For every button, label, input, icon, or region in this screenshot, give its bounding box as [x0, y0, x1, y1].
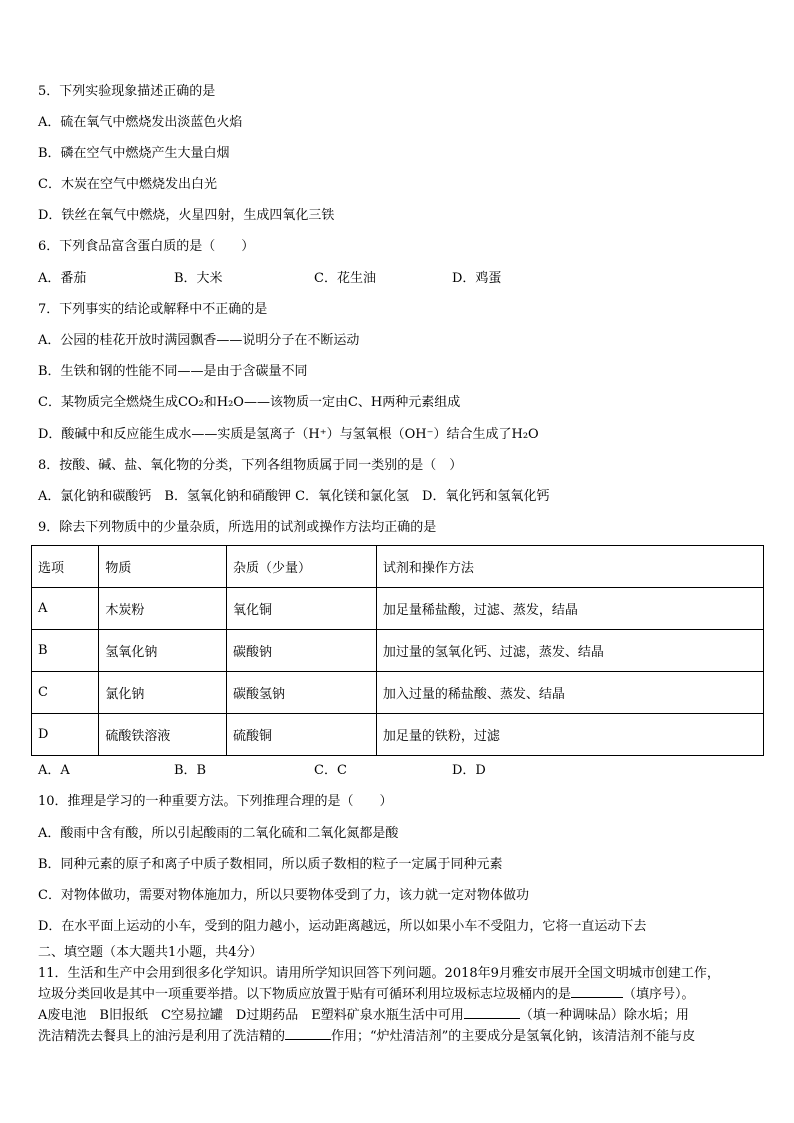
answer-blank[interactable] — [285, 1039, 331, 1040]
q6-option-d: D．鸡蛋 — [452, 271, 502, 286]
q8-options: A．氯化钠和碳酸钙 B．氢氧化钠和硝酸钾 C．氧化镁和氯化氢 D．氧化钙和氢氧化钙 — [38, 489, 550, 504]
table-cell: 加足量的铁粉，过滤 — [376, 714, 763, 756]
q11-text: 作用；“炉灶清洁剂”的主要成分是氢氧化钠，该清洁剂不能与皮 — [331, 1029, 696, 1044]
q7-option-c: C．某物质完全燃烧生成CO₂和H₂O——该物质一定由C、H两种元素组成 — [38, 395, 461, 410]
q6-option-a: A．番茄 — [38, 271, 87, 286]
table-cell: 硫酸铁溶液 — [99, 714, 227, 756]
table-row — [32, 714, 764, 756]
q7-option-a: A．公园的桂花开放时满园飘香——说明分子在不断运动 — [38, 333, 360, 348]
q5-stem: 5．下列实验现象描述正确的是 — [38, 84, 216, 99]
table-cell: 碳酸钠 — [227, 630, 377, 672]
table-cell: 加足量稀盐酸，过滤、蒸发，结晶 — [376, 588, 763, 630]
table-cell: 加入过量的稀盐酸、蒸发、结晶 — [376, 672, 763, 714]
table-cell: A — [32, 588, 99, 630]
table-header-cell: 杂质（少量） — [227, 546, 377, 588]
q5-option-d: D．铁丝在氧气中燃烧，火星四射，生成四氧化三铁 — [38, 208, 335, 223]
table-cell: 氢氧化钠 — [99, 630, 227, 672]
q9-stem: 9．除去下列物质中的少量杂质，所选用的试剂或操作方法均正确的是 — [38, 520, 437, 535]
table-header-row — [32, 546, 764, 588]
q9-table — [31, 545, 764, 756]
table-cell: 氯化钠 — [99, 672, 227, 714]
table-header-cell: 试剂和操作方法 — [376, 546, 763, 588]
q8-stem: 8．按酸、碱、盐、氧化物的分类，下列各组物质属于同一类别的是（ ） — [38, 458, 463, 473]
q11-line-3 — [38, 1008, 689, 1024]
q11-text: 垃圾分类回收是其中一项重要举措。以下物质应放置于贴有可循环利用垃圾标志垃圾桶内的是 — [38, 987, 572, 1002]
table-header-cell: 选项 — [32, 546, 99, 588]
q11-text: （填一种调味品）除水垢；用 — [519, 1008, 689, 1023]
table-header-cell: 物质 — [99, 546, 227, 588]
q5-option-a: A．硫在氧气中燃烧发出淡蓝色火焰 — [38, 115, 243, 130]
q10-stem: 10．推理是学习的一种重要方法。下列推理合理的是（ ） — [38, 794, 393, 809]
answer-blank[interactable] — [571, 997, 623, 998]
q9-option-d: D．D — [452, 763, 486, 778]
table-cell: D — [32, 714, 99, 756]
section-heading: 二、填空题（本大题共1小题，共4分） — [38, 945, 263, 960]
q11-text: 洗洁精洗去餐具上的油污是利用了洗洁精的 — [38, 1029, 286, 1044]
q10-option-c: C．对物体做功，需要对物体施加力，所以只要物体受到了力，该力就一定对物体做功 — [38, 888, 529, 903]
table-cell: 木炭粉 — [99, 588, 227, 630]
table-cell: 加过量的氢氧化钙、过滤，蒸发、结晶 — [376, 630, 763, 672]
q9-option-a: A．A — [38, 763, 70, 778]
q10-option-d: D．在水平面上运动的小车，受到的阻力越小，运动距离越远，所以如果小车不受阻力，它将一直运动下去 — [38, 919, 647, 934]
table-cell: 碳酸氢钠 — [227, 672, 377, 714]
q11-line-4 — [38, 1029, 695, 1045]
table-cell: 硫酸铜 — [227, 714, 377, 756]
q10-option-b: B．同种元素的原子和离子中质子数相同，所以质子数相的粒子一定属于同种元素 — [38, 857, 503, 872]
q7-stem: 7．下列事实的结论或解释中不正确的是 — [38, 302, 268, 317]
q11-line-1: 11．生活和生产中会用到很多化学知识。请用所学知识回答下列问题。2018年9月雅安市展开全国文明城市创建工作， — [38, 966, 720, 981]
q6-stem: 6．下列食品富含蛋白质的是（ ） — [38, 239, 255, 254]
q9-option-c: C．C — [314, 763, 347, 778]
q5-option-b: B．磷在空气中燃烧产生大量白烟 — [38, 146, 230, 161]
q9-option-b: B．B — [174, 763, 207, 778]
answer-blank[interactable] — [464, 1018, 520, 1019]
q10-option-a: A．酸雨中含有酸，所以引起酸雨的二氧化硫和二氧化氮都是酸 — [38, 826, 399, 841]
table-cell: 氧化铜 — [227, 588, 377, 630]
q7-option-b: B．生铁和钢的性能不同——是由于含碳量不同 — [38, 364, 308, 379]
q11-text: A废电池 B旧报纸 C空易拉罐 D过期药品 E塑料矿泉水瓶生活中可用 — [38, 1008, 464, 1023]
q11-text: （填序号）。 — [623, 987, 695, 1002]
q11-line-2 — [38, 987, 695, 1003]
table-cell: C — [32, 672, 99, 714]
q6-option-c: C．花生油 — [314, 271, 376, 286]
q7-option-d: D．酸碱中和反应能生成水——实质是氢离子（H⁺）与氢氧根（OH⁻）结合生成了H₂O — [38, 427, 539, 442]
table-row — [32, 672, 764, 714]
table-row — [32, 588, 764, 630]
q5-option-c: C．木炭在空气中燃烧发出白光 — [38, 177, 217, 192]
table-row — [32, 630, 764, 672]
table-cell: B — [32, 630, 99, 672]
q6-option-b: B．大米 — [174, 271, 223, 286]
